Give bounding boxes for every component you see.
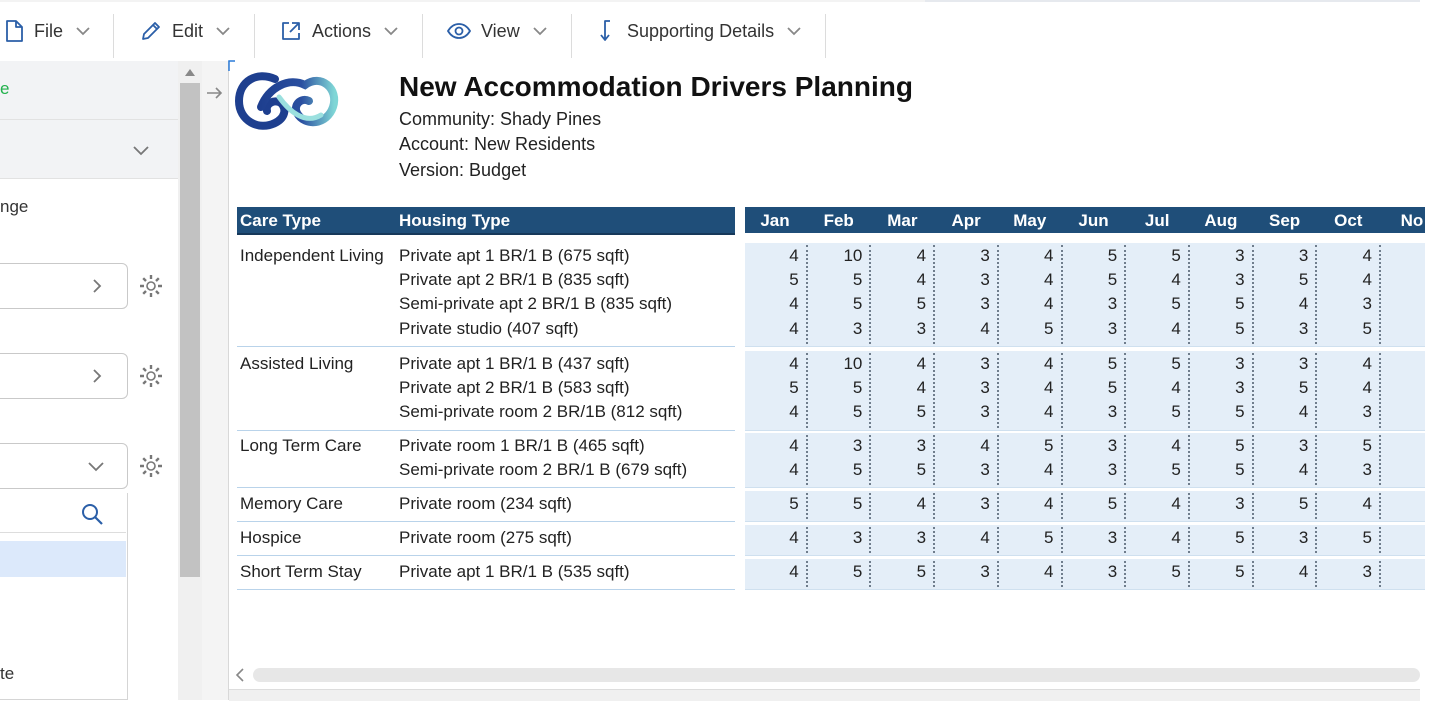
column-separator <box>933 493 935 519</box>
value-cell[interactable]: 5 <box>852 270 863 290</box>
value-cell[interactable]: 3 <box>1362 460 1372 480</box>
value-cell[interactable]: 4 <box>916 378 927 398</box>
value-cell[interactable]: 5 <box>789 270 799 290</box>
column-separator <box>1188 561 1190 587</box>
value-cell[interactable]: 3 <box>1298 318 1309 338</box>
column-separator <box>869 353 871 428</box>
value-cell[interactable]: 4 <box>1171 436 1181 455</box>
value-cell[interactable]: 5 <box>1235 460 1245 480</box>
value-cell[interactable]: 3 <box>1107 562 1118 581</box>
column-separator <box>1188 493 1190 519</box>
value-cell[interactable]: 4 <box>1044 562 1054 581</box>
value-cell[interactable]: 5 <box>1171 402 1181 422</box>
value-cell[interactable]: 5 <box>1362 436 1372 455</box>
gear-icon[interactable] <box>138 273 164 299</box>
column-separator <box>1124 493 1126 519</box>
value-cell[interactable]: 4 <box>916 270 927 290</box>
column-separator <box>997 245 999 344</box>
month-header: Jul <box>1144 211 1170 230</box>
value-cell[interactable]: 4 <box>1298 294 1309 314</box>
housing-type-cell: Private room (275 sqft) <box>399 528 572 547</box>
gear-icon[interactable] <box>138 363 164 389</box>
column-separator <box>933 353 935 428</box>
care-type-cell: Assisted Living <box>240 354 354 373</box>
column-separator <box>1315 561 1317 587</box>
company-logo <box>235 67 339 135</box>
column-separator <box>1124 435 1126 485</box>
value-cell[interactable]: 4 <box>1362 270 1372 290</box>
panel-collapse-row[interactable] <box>0 120 178 179</box>
value-cell[interactable]: 3 <box>1298 436 1309 455</box>
value-cell[interactable]: 4 <box>1362 378 1372 398</box>
column-separator <box>1061 493 1063 519</box>
value-cell[interactable]: 3 <box>1235 246 1245 265</box>
value-cell[interactable]: 4 <box>1362 246 1372 265</box>
month-header: Sep <box>1269 211 1301 230</box>
value-cell[interactable]: 5 <box>916 294 927 314</box>
value-cell[interactable]: 3 <box>1107 460 1118 480</box>
search-icon[interactable] <box>80 502 104 526</box>
column-separator <box>806 561 808 587</box>
column-separator <box>869 435 871 485</box>
value-cell[interactable]: 4 <box>789 246 799 265</box>
housing-type-cell: Semi-private room 2 BR/1B (812 sqft) <box>399 402 683 422</box>
value-cell[interactable]: 5 <box>1171 246 1181 265</box>
value-cell[interactable]: 3 <box>980 270 990 290</box>
column-separator <box>1315 527 1317 553</box>
housing-type-cell: Private studio (407 sqft) <box>399 318 579 338</box>
column-separator <box>1188 527 1190 553</box>
column-separator <box>869 493 871 519</box>
file-menu[interactable] <box>4 14 93 48</box>
column-separator <box>1061 245 1063 344</box>
column-separator <box>1188 353 1190 428</box>
column-separator <box>806 527 808 553</box>
column-separator <box>806 435 808 485</box>
value-cell[interactable]: 5 <box>1044 318 1054 338</box>
horizontal-scrollbar-thumb[interactable] <box>253 668 1420 682</box>
dropdown-search-input[interactable] <box>0 494 126 533</box>
dropdown-item-label[interactable]: te <box>0 664 15 683</box>
value-cell[interactable]: 5 <box>789 494 799 513</box>
value-cell[interactable]: 4 <box>1171 378 1181 398</box>
month-header: Jun <box>1078 211 1109 230</box>
value-cell[interactable]: 3 <box>1107 318 1118 338</box>
value-cell[interactable]: 3 <box>852 318 863 338</box>
column-separator <box>1188 245 1190 344</box>
value-cell[interactable]: 3 <box>1235 494 1245 513</box>
month-header: Apr <box>951 211 981 230</box>
column-separator <box>1315 353 1317 428</box>
report-area <box>229 61 1424 661</box>
value-cell[interactable]: 3 <box>1362 562 1372 581</box>
value-cell[interactable]: 3 <box>1107 294 1118 314</box>
column-separator <box>1061 435 1063 485</box>
value-cell[interactable]: 3 <box>916 528 927 547</box>
view-menu[interactable] <box>447 14 550 48</box>
value-cell[interactable]: 3 <box>980 294 990 314</box>
column-separator <box>933 527 935 553</box>
selector-field-2[interactable] <box>0 353 128 399</box>
pencil-icon <box>140 20 162 42</box>
version-line: Version: Budget <box>399 160 527 180</box>
value-cell[interactable]: 5 <box>1044 436 1054 455</box>
top-border <box>0 0 925 2</box>
value-cell[interactable]: 4 <box>916 354 927 373</box>
column-separator <box>1379 245 1381 344</box>
value-cell[interactable]: 5 <box>1107 246 1118 265</box>
value-cell[interactable]: 3 <box>980 562 990 581</box>
column-separator <box>1061 527 1063 553</box>
column-separator <box>1252 493 1254 519</box>
value-cell[interactable]: 5 <box>916 562 927 581</box>
value-cell[interactable]: 4 <box>1171 270 1181 290</box>
column-separator <box>1379 353 1381 428</box>
housing-type-cell: Semi-private apt 2 BR/1 B (835 sqft) <box>399 294 673 314</box>
value-cell[interactable]: 4 <box>1044 402 1054 422</box>
account-line: Account: New Residents <box>399 134 596 154</box>
column-separator <box>1124 353 1126 428</box>
value-cell[interactable]: 10 <box>843 246 863 265</box>
value-cell[interactable]: 5 <box>852 402 863 422</box>
care-type-cell: Short Term Stay <box>240 562 362 581</box>
month-header: Mar <box>887 211 918 230</box>
view-menu-label: View <box>481 20 520 41</box>
column-separator <box>1315 245 1317 344</box>
value-cell[interactable]: 4 <box>789 562 799 581</box>
column-separator <box>1379 435 1381 485</box>
left-panel <box>0 61 178 700</box>
value-cell[interactable]: 5 <box>1235 562 1245 581</box>
value-cell[interactable]: 5 <box>1298 378 1309 398</box>
column-separator <box>869 527 871 553</box>
value-cell[interactable]: 5 <box>1298 270 1309 290</box>
chevron-right-icon <box>87 366 107 386</box>
value-cell[interactable]: 4 <box>1044 294 1054 314</box>
value-cell[interactable]: 5 <box>852 494 863 513</box>
group-divider <box>237 346 735 347</box>
housing-type-cell: Private room 1 BR/1 B (465 sqft) <box>399 436 645 455</box>
value-cell[interactable]: 4 <box>980 436 990 455</box>
column-separator <box>1252 353 1254 428</box>
value-cell[interactable]: 3 <box>1362 402 1372 422</box>
month-header: No <box>1400 211 1424 230</box>
value-cell[interactable]: 3 <box>1235 354 1245 373</box>
value-cell[interactable]: 3 <box>1107 528 1118 547</box>
value-cell[interactable]: 3 <box>852 436 863 455</box>
col-care-type: Care Type <box>240 211 321 230</box>
column-separator <box>997 527 999 553</box>
column-separator <box>806 353 808 428</box>
value-cell[interactable]: 4 <box>789 294 799 314</box>
value-cell[interactable]: 3 <box>980 402 990 422</box>
value-cell[interactable]: 4 <box>1298 460 1309 480</box>
value-cell[interactable]: 3 <box>916 318 927 338</box>
value-cell[interactable]: 4 <box>1171 318 1181 338</box>
actions-menu-label: Actions <box>312 20 372 41</box>
column-separator <box>933 561 935 587</box>
value-cell[interactable]: 5 <box>1107 270 1118 290</box>
value-cell[interactable]: 5 <box>852 460 863 480</box>
column-separator <box>1379 561 1381 587</box>
column-separator <box>1315 435 1317 485</box>
value-cell[interactable]: 3 <box>980 460 990 480</box>
chevron-down-icon <box>784 21 804 41</box>
arrow-right-icon[interactable] <box>206 85 224 101</box>
scroll-up-icon[interactable] <box>184 67 196 77</box>
value-cell[interactable]: 4 <box>1362 494 1372 513</box>
value-cell[interactable]: 4 <box>980 528 990 547</box>
value-cell[interactable]: 4 <box>789 436 799 455</box>
value-cell[interactable]: 4 <box>1044 460 1054 480</box>
group-divider <box>237 430 735 431</box>
value-cell[interactable]: 5 <box>1107 354 1118 373</box>
group-divider <box>237 487 735 488</box>
housing-type-cell: Private apt 2 BR/1 B (583 sqft) <box>399 378 630 398</box>
chevron-down-icon <box>85 456 107 476</box>
column-separator <box>1124 527 1126 553</box>
value-cell[interactable]: 3 <box>916 436 927 455</box>
value-cell[interactable]: 5 <box>1235 318 1245 338</box>
housing-type-cell: Private apt 1 BR/1 B (535 sqft) <box>399 562 630 581</box>
value-cell[interactable]: 5 <box>789 378 799 398</box>
value-cell[interactable]: 4 <box>1044 246 1054 265</box>
value-cell[interactable]: 4 <box>916 494 927 513</box>
toolbar-separator <box>825 14 826 58</box>
column-separator <box>1379 493 1381 519</box>
edit-menu-label: Edit <box>172 20 204 41</box>
care-type-cell: Memory Care <box>240 494 343 513</box>
value-cell[interactable]: 3 <box>1107 436 1118 455</box>
chevron-down-icon <box>213 21 233 41</box>
chevron-down-icon <box>530 21 550 41</box>
left-panel-scrollbar[interactable] <box>178 61 202 700</box>
bottom-strip <box>229 689 1420 701</box>
care-type-cell: Independent Living <box>240 246 384 265</box>
column-separator <box>1379 527 1381 553</box>
selector-field-1[interactable] <box>0 263 128 309</box>
horizontal-scrollbar[interactable] <box>229 661 1420 689</box>
edit-menu[interactable] <box>140 14 233 48</box>
report-title: New Accommodation Drivers Planning <box>399 71 913 102</box>
top-border-right <box>925 0 1420 2</box>
toolbar-separator <box>254 14 255 58</box>
drill-arrow-icon <box>597 19 617 43</box>
value-cell[interactable]: 3 <box>1298 246 1309 265</box>
column-separator <box>1252 561 1254 587</box>
value-cell[interactable]: 3 <box>852 528 863 547</box>
value-cell[interactable]: 5 <box>852 562 863 581</box>
column-separator <box>1252 527 1254 553</box>
group-divider <box>237 589 735 590</box>
value-cell[interactable]: 5 <box>852 294 863 314</box>
value-cell[interactable]: 4 <box>1171 528 1181 547</box>
value-cell[interactable]: 3 <box>1235 270 1245 290</box>
column-separator <box>997 353 999 428</box>
column-separator <box>933 245 935 344</box>
value-cell[interactable]: 5 <box>1044 528 1054 547</box>
external-link-icon <box>280 20 302 42</box>
value-cell[interactable]: 4 <box>789 528 799 547</box>
value-cell[interactable]: 5 <box>852 378 863 398</box>
value-cell[interactable]: 5 <box>1107 378 1118 398</box>
panel-divider <box>202 61 229 700</box>
scrollbar-thumb[interactable] <box>180 83 200 577</box>
chevron-down-icon <box>73 21 93 41</box>
value-cell[interactable]: 3 <box>1298 354 1309 373</box>
col-housing-type: Housing Type <box>399 211 511 230</box>
value-cell[interactable]: 5 <box>1298 494 1309 513</box>
column-separator <box>1188 435 1190 485</box>
value-cell[interactable]: 4 <box>1298 562 1309 581</box>
value-cell[interactable]: 4 <box>1044 378 1054 398</box>
panel-range-label: nge <box>0 197 29 216</box>
value-cell[interactable]: 4 <box>1044 270 1054 290</box>
column-separator <box>997 493 999 519</box>
scroll-left-icon[interactable] <box>235 668 245 682</box>
column-separator <box>1124 561 1126 587</box>
supporting-details-menu[interactable] <box>597 14 804 48</box>
column-separator <box>1252 245 1254 344</box>
value-cell[interactable]: 4 <box>980 318 990 338</box>
chevron-down-icon[interactable] <box>130 139 152 161</box>
chevron-down-icon <box>381 21 401 41</box>
panel-green-label[interactable]: e <box>0 79 10 98</box>
value-cell[interactable]: 3 <box>1235 378 1245 398</box>
chevron-right-icon <box>87 276 107 296</box>
value-cell[interactable]: 5 <box>1362 318 1372 338</box>
dropdown-selected-item[interactable] <box>0 541 126 577</box>
value-cell[interactable]: 10 <box>843 354 863 373</box>
value-cell[interactable]: 5 <box>1171 562 1181 581</box>
value-cell[interactable]: 4 <box>1044 354 1054 373</box>
value-cell[interactable]: 4 <box>789 402 799 422</box>
column-separator <box>997 561 999 587</box>
value-cell[interactable]: 5 <box>1362 528 1372 547</box>
file-menu-label: File <box>34 20 64 41</box>
file-icon <box>4 19 24 43</box>
month-header: Feb <box>823 211 854 230</box>
value-cell[interactable]: 3 <box>980 378 990 398</box>
value-cell[interactable]: 3 <box>1298 528 1309 547</box>
column-separator <box>806 493 808 519</box>
value-cell[interactable]: 4 <box>789 318 799 338</box>
group-divider <box>237 521 735 522</box>
value-cell[interactable]: 5 <box>1171 460 1181 480</box>
value-cell[interactable]: 4 <box>1362 354 1372 373</box>
value-cell[interactable]: 4 <box>1044 494 1054 513</box>
value-cell[interactable]: 4 <box>1171 494 1181 513</box>
column-separator <box>1061 353 1063 428</box>
value-cell[interactable]: 4 <box>789 354 799 373</box>
housing-type-cell: Private apt 1 BR/1 B (437 sqft) <box>399 354 630 373</box>
value-cell[interactable]: 5 <box>916 460 927 480</box>
value-cell[interactable]: 3 <box>980 246 990 265</box>
value-cell[interactable]: 3 <box>1107 402 1118 422</box>
value-cell[interactable]: 4 <box>1298 402 1309 422</box>
group-divider <box>237 555 735 556</box>
value-cell[interactable]: 5 <box>1171 354 1181 373</box>
supporting-details-label: Supporting Details <box>627 20 775 41</box>
housing-type-cell: Private apt 1 BR/1 B (675 sqft) <box>399 246 630 265</box>
toolbar-separator <box>422 14 423 58</box>
column-separator <box>933 435 935 485</box>
actions-menu[interactable] <box>280 14 401 48</box>
care-type-cell: Long Term Care <box>240 436 362 455</box>
column-separator <box>1061 561 1063 587</box>
month-header: Oct <box>1334 211 1363 230</box>
panel-section-header <box>0 61 178 120</box>
column-separator <box>1124 245 1126 344</box>
value-cell[interactable]: 5 <box>1235 294 1245 314</box>
value-cell[interactable]: 4 <box>789 460 799 480</box>
column-separator <box>806 245 808 344</box>
column-separator <box>1315 493 1317 519</box>
month-header: Aug <box>1204 211 1238 230</box>
value-cell[interactable]: 3 <box>980 354 990 373</box>
value-cell[interactable]: 3 <box>1362 294 1372 314</box>
housing-type-cell: Private room (234 sqft) <box>399 494 572 513</box>
column-separator <box>997 435 999 485</box>
toolbar <box>0 0 1420 61</box>
column-separator <box>1252 435 1254 485</box>
column-separator <box>869 245 871 344</box>
value-cell[interactable]: 5 <box>1107 494 1118 513</box>
value-cell[interactable]: 5 <box>1235 402 1245 422</box>
housing-type-cell: Private apt 2 BR/1 B (835 sqft) <box>399 270 630 290</box>
value-cell[interactable]: 3 <box>980 494 990 513</box>
dropdown-field[interactable] <box>0 443 128 489</box>
toolbar-separator <box>113 14 114 58</box>
value-cell[interactable]: 5 <box>1235 436 1245 455</box>
housing-type-cell: Semi-private room 2 BR/1 B (679 sqft) <box>399 460 688 480</box>
community-line: Community: Shady Pines <box>399 109 602 129</box>
month-header: May <box>1013 211 1047 230</box>
care-type-cell: Hospice <box>240 528 302 547</box>
gear-icon[interactable] <box>138 453 164 479</box>
value-cell[interactable]: 5 <box>1171 294 1181 314</box>
column-separator <box>869 561 871 587</box>
toolbar-separator <box>571 14 572 58</box>
month-header: Jan <box>760 211 790 230</box>
value-cell[interactable]: 5 <box>916 402 927 422</box>
value-cell[interactable]: 5 <box>1235 528 1245 547</box>
value-cell[interactable]: 4 <box>916 246 927 265</box>
eye-icon <box>447 20 471 42</box>
